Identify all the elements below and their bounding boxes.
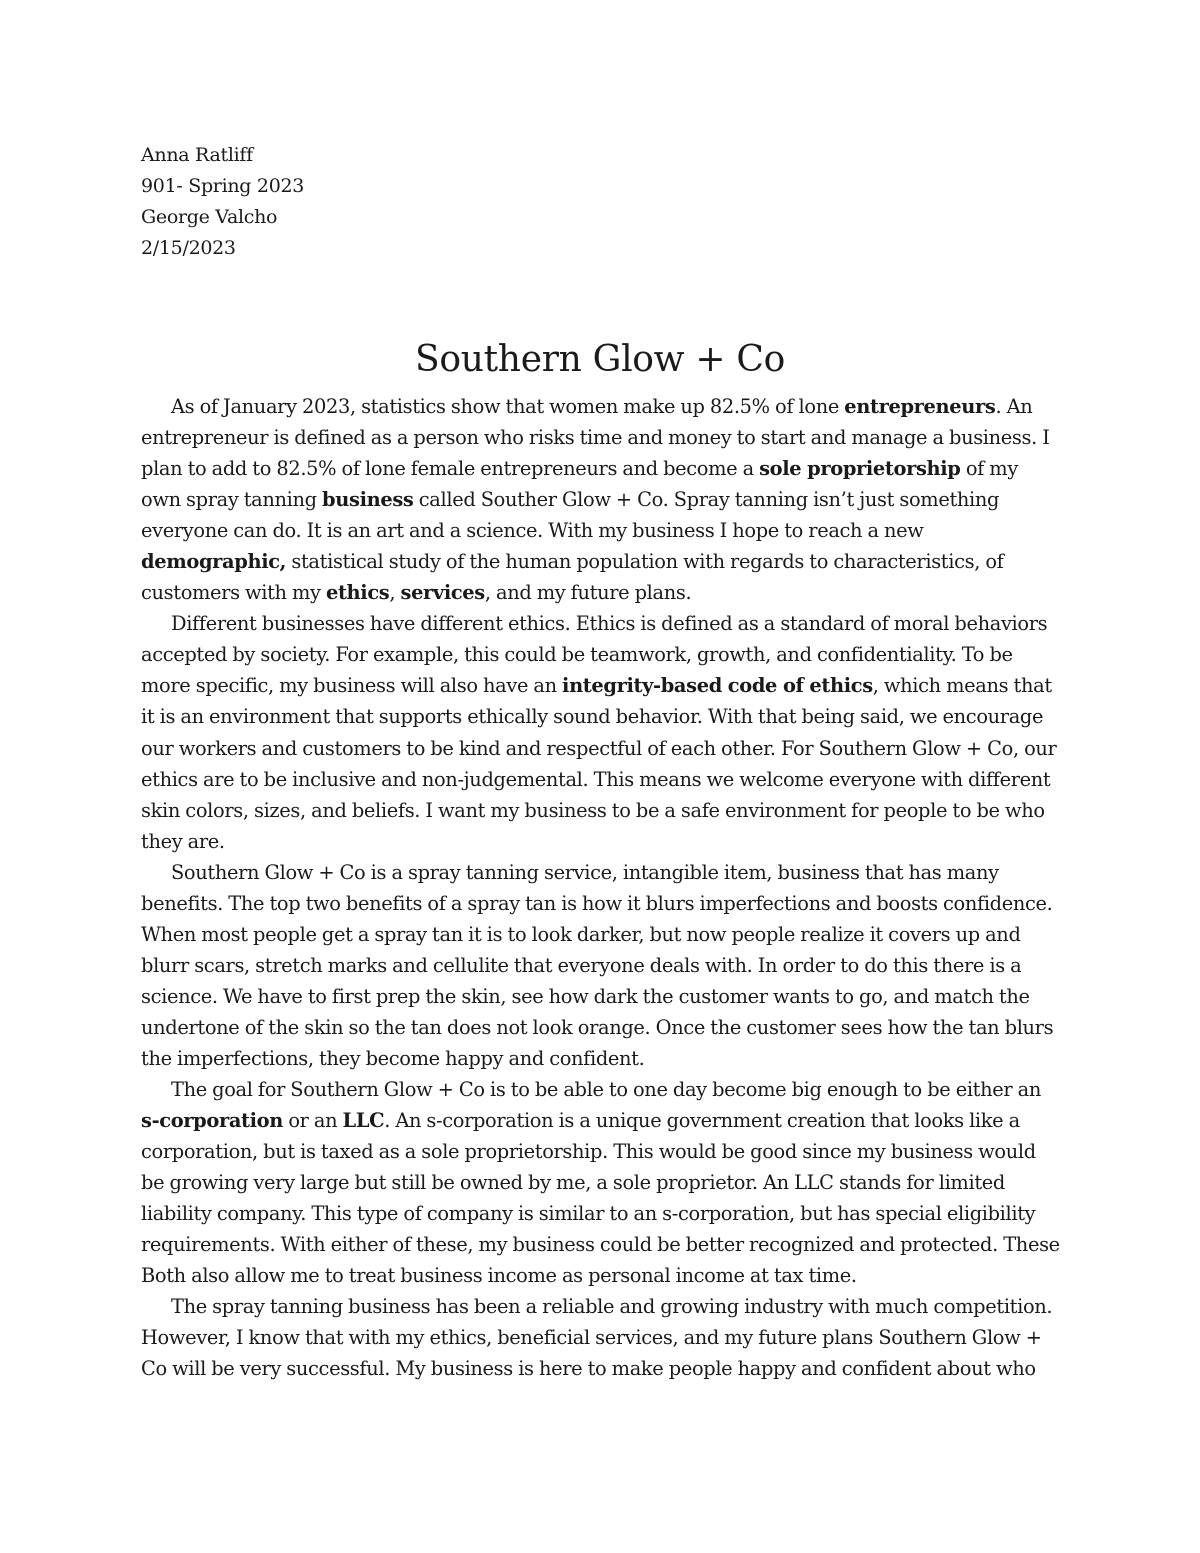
text-run: statistical study of the human population with regards to characteristics, of customers with my (141, 550, 1004, 605)
instructor-name: George Valcho (141, 206, 278, 228)
key-term: integrity-based code of ethics (562, 674, 873, 698)
paragraph (141, 857, 1061, 1074)
text-run: called Souther Glow + Co. Spray tanning isn’t just something everyone can do. It is an art and a science. With my business I hope to reach a new (141, 488, 1000, 543)
author-name: Anna Ratliff (141, 144, 253, 166)
key-term: demographic, (141, 550, 287, 574)
text-run: . An s-corporation is a unique government creation that looks like a corporation, but is taxed as a sole proprietorship. This would be good since my business would be growing very large but still be owned by me, a sole proprietor. An LLC stands for limited liability company. This type of company is similar to an s-corporation, but has special eligibility requirements. With either of these, my business could be better recognized and protected. These Both also allow me to treat business income as personal income at tax time. (141, 1109, 1060, 1288)
key-term: ethics (325, 581, 390, 605)
text-run: . An entrepreneur is defined as a person who risks time and money to start and manage a business. I plan to add to 82.5% of lone female entrepreneurs and become a (141, 395, 1050, 481)
document-title: Southern Glow + Co (415, 339, 785, 380)
text-run: Southern Glow + Co is a spray tanning service, intangible item, business that has many benefits. The top two benefits of a spray tan is how it blurs imperfections and boosts confidence. When most people get a spray tan it is to look darker, but now people realize it covers up and blurr scars, stretch marks and cellulite that everyone deals with. In order to do this there is a science. We have to first prep the skin, see how dark the customer wants to go, and match the undertone of the skin so the tan does not look orange. Once the customer sees how the tan blurs the imperfections, they become happy and confident. (141, 860, 1054, 1070)
text-run: The spray tanning business has been a reliable and growing industry with much competition. However, I know that with my ethics, beneficial services, and my future plans Southern Glow + Co will be very successful. My business is here to make people happy and confident about who (141, 1295, 1053, 1381)
text-run: of my own spray tanning (141, 457, 1018, 512)
key-term: sole proprietorship (759, 457, 961, 481)
text-run: , which means that it is an environment that supports ethically sound behavior. With that being said, we encourage our workers and customers to be kind and respectful of each other. For Southern Glow + Co, our ethics are to be inclusive and non-judgemental. This means we welcome everyone with different skin colors, sizes, and beliefs. I want my business to be a safe environment for people to be who they are. (141, 674, 1057, 853)
document-body (141, 391, 1061, 1385)
course-info: 901- Spring 2023 (141, 175, 305, 197)
text-run: Different businesses have different ethics. Ethics is defined as a standard of moral behaviors accepted by society. For example, this could be teamwork, growth, and confidentiality. To be more specific, my business will also have an (141, 612, 1048, 698)
paragraph (141, 391, 1061, 608)
paragraph (141, 608, 1061, 856)
text-run: The goal for Southern Glow + Co is to be able to one day become big enough to be either an (171, 1078, 1041, 1102)
key-term: entrepreneurs (844, 395, 996, 418)
paragraph (141, 1074, 1061, 1291)
document-date: 2/15/2023 (141, 237, 236, 259)
text-run: , (389, 581, 401, 605)
text-run: As of January 2023, statistics show that women make up 82.5% of lone (171, 395, 845, 418)
key-term: services (400, 581, 485, 605)
student-header (141, 140, 304, 264)
key-term: LLC (342, 1109, 385, 1133)
key-term: s-corporation (141, 1109, 283, 1133)
key-term: business (322, 488, 414, 512)
paragraph (141, 1291, 1061, 1384)
text-run: or an (283, 1109, 343, 1133)
text-run: , and my future plans. (484, 581, 692, 605)
